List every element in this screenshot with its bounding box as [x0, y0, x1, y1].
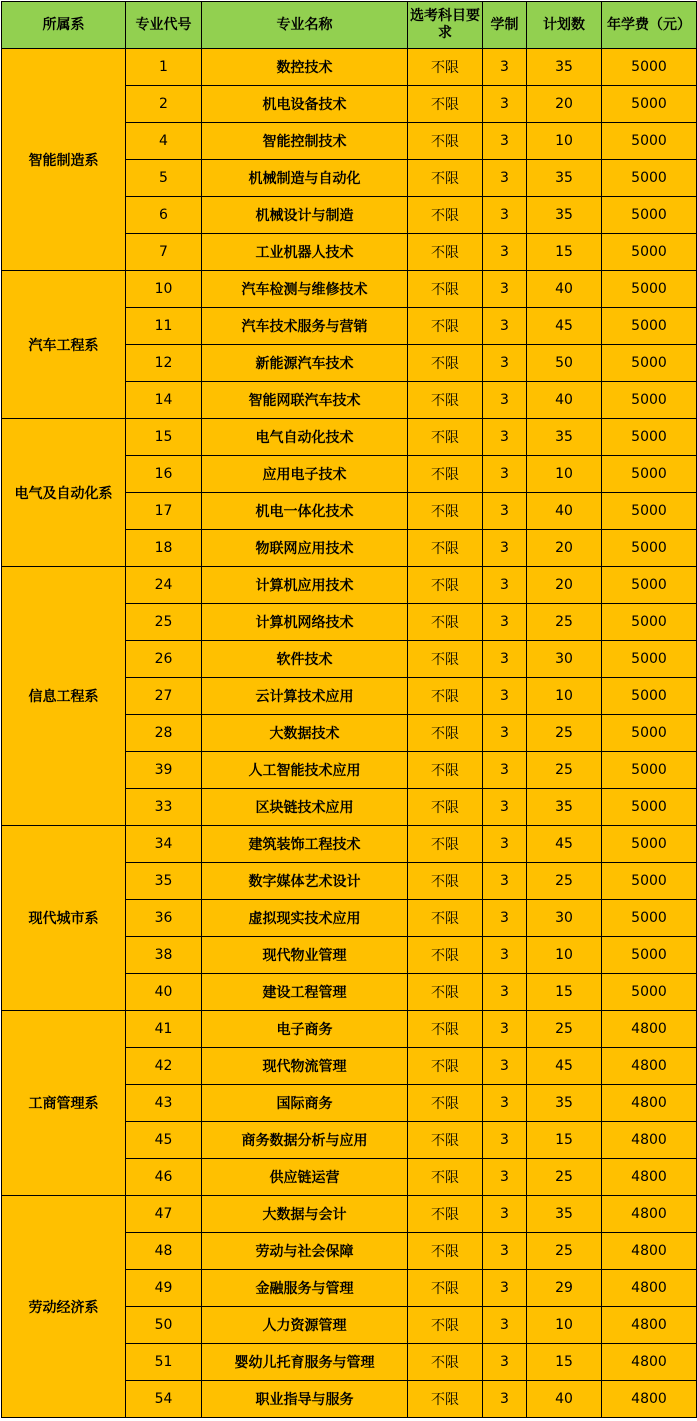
annual-tuition-cell: 5000	[602, 382, 697, 419]
major-code-cell: 10	[126, 271, 202, 308]
major-code-cell: 7	[126, 234, 202, 271]
plan-count-cell: 25	[527, 752, 602, 789]
major-code-cell: 2	[126, 86, 202, 123]
table-body	[2, 49, 697, 1418]
annual-tuition-cell: 5000	[602, 160, 697, 197]
subject-requirement-cell: 不限	[408, 1233, 483, 1270]
major-code-cell: 38	[126, 937, 202, 974]
annual-tuition-cell: 4800	[602, 1159, 697, 1196]
header-plan-count: 计划数	[527, 2, 602, 49]
department-cell: 工商管理系	[2, 1011, 126, 1196]
table-header	[2, 2, 697, 49]
major-name-cell: 大数据技术	[202, 715, 408, 752]
annual-tuition-cell: 5000	[602, 900, 697, 937]
plan-count-cell: 10	[527, 1307, 602, 1344]
department-cell: 电气及自动化系	[2, 419, 126, 567]
subject-requirement-cell: 不限	[408, 1270, 483, 1307]
major-code-cell: 35	[126, 863, 202, 900]
major-name-cell: 劳动与社会保障	[202, 1233, 408, 1270]
subject-requirement-cell: 不限	[408, 1048, 483, 1085]
annual-tuition-cell: 4800	[602, 1307, 697, 1344]
duration-cell: 3	[483, 234, 527, 271]
major-code-cell: 26	[126, 641, 202, 678]
header-subject-requirement: 选考科目要求	[408, 2, 483, 49]
major-code-cell: 49	[126, 1270, 202, 1307]
annual-tuition-cell: 4800	[602, 1085, 697, 1122]
subject-requirement-cell: 不限	[408, 715, 483, 752]
annual-tuition-cell: 5000	[602, 308, 697, 345]
annual-tuition-cell: 5000	[602, 752, 697, 789]
major-code-cell: 16	[126, 456, 202, 493]
duration-cell: 3	[483, 1344, 527, 1381]
duration-cell: 3	[483, 1085, 527, 1122]
plan-count-cell: 15	[527, 1122, 602, 1159]
subject-requirement-cell: 不限	[408, 493, 483, 530]
major-code-cell: 27	[126, 678, 202, 715]
major-code-cell: 34	[126, 826, 202, 863]
annual-tuition-cell: 5000	[602, 937, 697, 974]
major-code-cell: 50	[126, 1307, 202, 1344]
major-name-cell: 大数据与会计	[202, 1196, 408, 1233]
duration-cell: 3	[483, 1233, 527, 1270]
plan-count-cell: 35	[527, 160, 602, 197]
subject-requirement-cell: 不限	[408, 1307, 483, 1344]
major-code-cell: 14	[126, 382, 202, 419]
duration-cell: 3	[483, 49, 527, 86]
department-cell: 劳动经济系	[2, 1196, 126, 1418]
annual-tuition-cell: 5000	[602, 863, 697, 900]
header-row	[2, 2, 697, 49]
annual-tuition-cell: 5000	[602, 456, 697, 493]
major-code-cell: 46	[126, 1159, 202, 1196]
subject-requirement-cell: 不限	[408, 900, 483, 937]
annual-tuition-cell: 4800	[602, 1196, 697, 1233]
duration-cell: 3	[483, 456, 527, 493]
annual-tuition-cell: 5000	[602, 604, 697, 641]
major-name-cell: 商务数据分析与应用	[202, 1122, 408, 1159]
plan-count-cell: 29	[527, 1270, 602, 1307]
major-name-cell: 建设工程管理	[202, 974, 408, 1011]
major-code-cell: 12	[126, 345, 202, 382]
major-name-cell: 物联网应用技术	[202, 530, 408, 567]
duration-cell: 3	[483, 160, 527, 197]
major-name-cell: 智能控制技术	[202, 123, 408, 160]
major-name-cell: 软件技术	[202, 641, 408, 678]
annual-tuition-cell: 5000	[602, 49, 697, 86]
duration-cell: 3	[483, 308, 527, 345]
duration-cell: 3	[483, 1048, 527, 1085]
subject-requirement-cell: 不限	[408, 1196, 483, 1233]
plan-count-cell: 45	[527, 826, 602, 863]
plan-count-cell: 45	[527, 308, 602, 345]
major-code-cell: 36	[126, 900, 202, 937]
annual-tuition-cell: 5000	[602, 974, 697, 1011]
duration-cell: 3	[483, 641, 527, 678]
department-cell: 现代城市系	[2, 826, 126, 1011]
table-row	[2, 49, 697, 86]
plan-count-cell: 10	[527, 123, 602, 160]
plan-count-cell: 30	[527, 641, 602, 678]
major-code-cell: 33	[126, 789, 202, 826]
duration-cell: 3	[483, 567, 527, 604]
major-name-cell: 机电一体化技术	[202, 493, 408, 530]
major-name-cell: 工业机器人技术	[202, 234, 408, 271]
header-department: 所属系	[2, 2, 126, 49]
duration-cell: 3	[483, 974, 527, 1011]
major-code-cell: 39	[126, 752, 202, 789]
major-code-cell: 25	[126, 604, 202, 641]
subject-requirement-cell: 不限	[408, 863, 483, 900]
table-row	[2, 271, 697, 308]
subject-requirement-cell: 不限	[408, 789, 483, 826]
major-code-cell: 4	[126, 123, 202, 160]
major-name-cell: 国际商务	[202, 1085, 408, 1122]
header-annual-tuition: 年学费（元）	[602, 2, 697, 49]
major-name-cell: 电子商务	[202, 1011, 408, 1048]
annual-tuition-cell: 5000	[602, 86, 697, 123]
subject-requirement-cell: 不限	[408, 123, 483, 160]
major-code-cell: 47	[126, 1196, 202, 1233]
enrollment-plan-table	[1, 1, 697, 1418]
plan-count-cell: 45	[527, 1048, 602, 1085]
header-duration: 学制	[483, 2, 527, 49]
plan-count-cell: 25	[527, 1159, 602, 1196]
annual-tuition-cell: 5000	[602, 345, 697, 382]
major-name-cell: 金融服务与管理	[202, 1270, 408, 1307]
annual-tuition-cell: 4800	[602, 1011, 697, 1048]
major-name-cell: 新能源汽车技术	[202, 345, 408, 382]
plan-count-cell: 40	[527, 382, 602, 419]
annual-tuition-cell: 5000	[602, 197, 697, 234]
duration-cell: 3	[483, 345, 527, 382]
annual-tuition-cell: 5000	[602, 826, 697, 863]
plan-count-cell: 15	[527, 1344, 602, 1381]
major-code-cell: 15	[126, 419, 202, 456]
subject-requirement-cell: 不限	[408, 456, 483, 493]
major-name-cell: 虚拟现实技术应用	[202, 900, 408, 937]
duration-cell: 3	[483, 197, 527, 234]
plan-count-cell: 25	[527, 1011, 602, 1048]
subject-requirement-cell: 不限	[408, 345, 483, 382]
duration-cell: 3	[483, 863, 527, 900]
major-name-cell: 计算机应用技术	[202, 567, 408, 604]
duration-cell: 3	[483, 1159, 527, 1196]
annual-tuition-cell: 5000	[602, 493, 697, 530]
duration-cell: 3	[483, 1270, 527, 1307]
annual-tuition-cell: 5000	[602, 123, 697, 160]
major-code-cell: 51	[126, 1344, 202, 1381]
duration-cell: 3	[483, 1196, 527, 1233]
annual-tuition-cell: 5000	[602, 789, 697, 826]
duration-cell: 3	[483, 123, 527, 160]
subject-requirement-cell: 不限	[408, 234, 483, 271]
table-row	[2, 1011, 697, 1048]
major-name-cell: 区块链技术应用	[202, 789, 408, 826]
major-code-cell: 48	[126, 1233, 202, 1270]
major-name-cell: 婴幼儿托育服务与管理	[202, 1344, 408, 1381]
plan-count-cell: 20	[527, 86, 602, 123]
table-row	[2, 826, 697, 863]
duration-cell: 3	[483, 419, 527, 456]
major-name-cell: 现代物业管理	[202, 937, 408, 974]
subject-requirement-cell: 不限	[408, 752, 483, 789]
major-code-cell: 1	[126, 49, 202, 86]
plan-count-cell: 25	[527, 1233, 602, 1270]
major-code-cell: 6	[126, 197, 202, 234]
major-code-cell: 42	[126, 1048, 202, 1085]
major-code-cell: 54	[126, 1381, 202, 1418]
plan-count-cell: 15	[527, 234, 602, 271]
subject-requirement-cell: 不限	[408, 1011, 483, 1048]
plan-count-cell: 35	[527, 1196, 602, 1233]
major-code-cell: 40	[126, 974, 202, 1011]
header-major-name: 专业名称	[202, 2, 408, 49]
subject-requirement-cell: 不限	[408, 604, 483, 641]
subject-requirement-cell: 不限	[408, 160, 483, 197]
major-code-cell: 45	[126, 1122, 202, 1159]
duration-cell: 3	[483, 382, 527, 419]
major-name-cell: 现代物流管理	[202, 1048, 408, 1085]
plan-count-cell: 25	[527, 715, 602, 752]
major-code-cell: 28	[126, 715, 202, 752]
subject-requirement-cell: 不限	[408, 419, 483, 456]
annual-tuition-cell: 5000	[602, 641, 697, 678]
major-code-cell: 18	[126, 530, 202, 567]
header-major-code: 专业代号	[126, 2, 202, 49]
major-name-cell: 建筑装饰工程技术	[202, 826, 408, 863]
subject-requirement-cell: 不限	[408, 641, 483, 678]
annual-tuition-cell: 5000	[602, 715, 697, 752]
major-code-cell: 41	[126, 1011, 202, 1048]
major-code-cell: 43	[126, 1085, 202, 1122]
major-name-cell: 数字媒体艺术设计	[202, 863, 408, 900]
annual-tuition-cell: 5000	[602, 234, 697, 271]
subject-requirement-cell: 不限	[408, 49, 483, 86]
department-cell: 信息工程系	[2, 567, 126, 826]
subject-requirement-cell: 不限	[408, 86, 483, 123]
major-name-cell: 电气自动化技术	[202, 419, 408, 456]
plan-count-cell: 35	[527, 49, 602, 86]
department-cell: 智能制造系	[2, 49, 126, 271]
subject-requirement-cell: 不限	[408, 271, 483, 308]
plan-count-cell: 35	[527, 1085, 602, 1122]
plan-count-cell: 50	[527, 345, 602, 382]
department-cell: 汽车工程系	[2, 271, 126, 419]
plan-count-cell: 10	[527, 937, 602, 974]
major-name-cell: 汽车技术服务与营销	[202, 308, 408, 345]
plan-count-cell: 35	[527, 197, 602, 234]
major-name-cell: 供应链运营	[202, 1159, 408, 1196]
annual-tuition-cell: 4800	[602, 1233, 697, 1270]
duration-cell: 3	[483, 937, 527, 974]
plan-count-cell: 35	[527, 789, 602, 826]
plan-count-cell: 10	[527, 678, 602, 715]
major-code-cell: 5	[126, 160, 202, 197]
subject-requirement-cell: 不限	[408, 308, 483, 345]
major-name-cell: 应用电子技术	[202, 456, 408, 493]
subject-requirement-cell: 不限	[408, 1381, 483, 1418]
annual-tuition-cell: 5000	[602, 678, 697, 715]
duration-cell: 3	[483, 86, 527, 123]
annual-tuition-cell: 4800	[602, 1381, 697, 1418]
duration-cell: 3	[483, 530, 527, 567]
duration-cell: 3	[483, 604, 527, 641]
table-row	[2, 567, 697, 604]
subject-requirement-cell: 不限	[408, 937, 483, 974]
duration-cell: 3	[483, 1122, 527, 1159]
major-code-cell: 24	[126, 567, 202, 604]
annual-tuition-cell: 5000	[602, 419, 697, 456]
duration-cell: 3	[483, 1307, 527, 1344]
subject-requirement-cell: 不限	[408, 530, 483, 567]
plan-count-cell: 20	[527, 567, 602, 604]
major-name-cell: 汽车检测与维修技术	[202, 271, 408, 308]
plan-count-cell: 35	[527, 419, 602, 456]
plan-count-cell: 40	[527, 271, 602, 308]
major-code-cell: 17	[126, 493, 202, 530]
plan-count-cell: 40	[527, 493, 602, 530]
major-name-cell: 人力资源管理	[202, 1307, 408, 1344]
annual-tuition-cell: 4800	[602, 1344, 697, 1381]
annual-tuition-cell: 4800	[602, 1048, 697, 1085]
annual-tuition-cell: 5000	[602, 271, 697, 308]
major-name-cell: 云计算技术应用	[202, 678, 408, 715]
major-name-cell: 人工智能技术应用	[202, 752, 408, 789]
duration-cell: 3	[483, 826, 527, 863]
plan-count-cell: 40	[527, 1381, 602, 1418]
subject-requirement-cell: 不限	[408, 1344, 483, 1381]
plan-count-cell: 10	[527, 456, 602, 493]
subject-requirement-cell: 不限	[408, 1122, 483, 1159]
major-name-cell: 数控技术	[202, 49, 408, 86]
subject-requirement-cell: 不限	[408, 678, 483, 715]
subject-requirement-cell: 不限	[408, 826, 483, 863]
major-name-cell: 机械制造与自动化	[202, 160, 408, 197]
annual-tuition-cell: 5000	[602, 530, 697, 567]
table-row	[2, 419, 697, 456]
subject-requirement-cell: 不限	[408, 567, 483, 604]
plan-count-cell: 25	[527, 863, 602, 900]
annual-tuition-cell: 4800	[602, 1270, 697, 1307]
plan-count-cell: 15	[527, 974, 602, 1011]
duration-cell: 3	[483, 493, 527, 530]
duration-cell: 3	[483, 900, 527, 937]
annual-tuition-cell: 4800	[602, 1122, 697, 1159]
major-code-cell: 11	[126, 308, 202, 345]
duration-cell: 3	[483, 715, 527, 752]
major-name-cell: 计算机网络技术	[202, 604, 408, 641]
subject-requirement-cell: 不限	[408, 382, 483, 419]
duration-cell: 3	[483, 271, 527, 308]
duration-cell: 3	[483, 789, 527, 826]
duration-cell: 3	[483, 678, 527, 715]
table-row	[2, 1196, 697, 1233]
subject-requirement-cell: 不限	[408, 1159, 483, 1196]
major-name-cell: 机电设备技术	[202, 86, 408, 123]
plan-count-cell: 20	[527, 530, 602, 567]
major-name-cell: 职业指导与服务	[202, 1381, 408, 1418]
plan-count-cell: 30	[527, 900, 602, 937]
subject-requirement-cell: 不限	[408, 1085, 483, 1122]
annual-tuition-cell: 5000	[602, 567, 697, 604]
major-name-cell: 机械设计与制造	[202, 197, 408, 234]
major-name-cell: 智能网联汽车技术	[202, 382, 408, 419]
duration-cell: 3	[483, 752, 527, 789]
subject-requirement-cell: 不限	[408, 974, 483, 1011]
subject-requirement-cell: 不限	[408, 197, 483, 234]
duration-cell: 3	[483, 1011, 527, 1048]
plan-count-cell: 25	[527, 604, 602, 641]
duration-cell: 3	[483, 1381, 527, 1418]
